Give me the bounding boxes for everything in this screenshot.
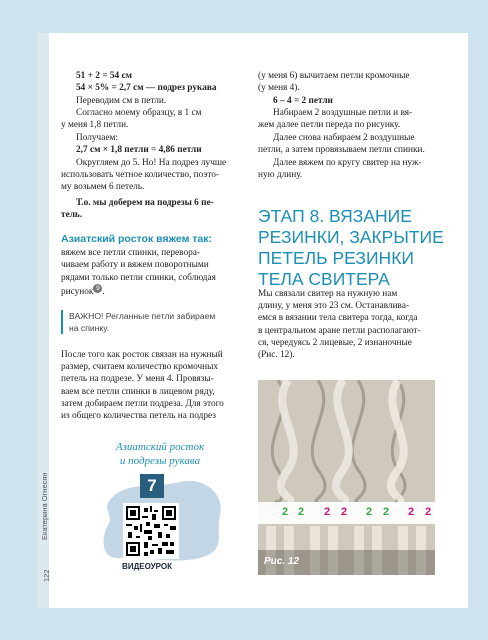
stitch-count: 2 — [341, 506, 348, 518]
stitch-count: 2 — [282, 506, 289, 518]
asian-heading: Азиатский росток вяжем так: — [61, 233, 213, 245]
text-line: размер, считаем количество кромочных — [61, 362, 219, 372]
text-line: Далее вяжем по кругу свитер на нуж- — [273, 158, 422, 168]
text-line: Округляем до 5. Но! На подрез лучше — [76, 158, 227, 168]
stage-heading: ЭТАП 8. ВЯЗАНИЕ РЕЗИНКИ, ЗАКРЫТИЕ ПЕТЕЛЬ РЕЗИНКИ ТЕЛА СВИТЕРА — [258, 206, 444, 289]
text-line: Получаем: — [76, 133, 118, 143]
text-line: вяжем все петли спинки, перевора- — [61, 248, 200, 258]
text-line: ваем все петли спинки в лицевом ряду, — [61, 387, 215, 397]
figure-caption: Рис. 12 — [264, 556, 300, 567]
text-line: После того как росток связан на нужный — [61, 350, 223, 360]
stitch-count: 2 — [324, 506, 331, 518]
important-note — [61, 310, 249, 334]
text-line: чиваем работу и вяжем поворотными — [61, 260, 209, 270]
stitch-count: 2 — [425, 506, 432, 518]
calc-line-2: 54 × 5% = 2,7 см — подрез рукава — [76, 83, 217, 93]
text-line: петли, а затем провязываем петли спинки. — [258, 145, 425, 155]
text-line: у меня 1,8 петли. — [61, 120, 129, 130]
video-number: 7 — [140, 474, 164, 498]
stitch-count: 2 — [298, 506, 305, 518]
text-line: затем добираем петли подреза. Для этого — [61, 399, 224, 409]
text-line: из общего количества петель на подрез — [61, 411, 216, 421]
text-line: (у меня 6) вычитаем петли кромочные — [258, 71, 410, 81]
text-line: Набираем 2 воздушные петли и вя- — [273, 108, 413, 118]
stitch-count: 2 — [366, 506, 373, 518]
text-line: Согласно моему образцу, в 1 см — [76, 108, 202, 118]
note-label: ВАЖНО! — [69, 311, 104, 321]
qr-code-pattern — [126, 506, 176, 556]
page-number: 122 — [42, 569, 51, 582]
text-line: рядами только петли спинки, соблюдая — [61, 273, 216, 283]
video-label: ВИДЕОУРОК — [122, 562, 172, 571]
author-name: Екатерина Огнесян — [40, 472, 49, 540]
text-line: в центральном аране петли располагают- — [258, 326, 421, 336]
knit-texture — [258, 380, 435, 575]
text-line: Далее снова набираем 2 воздушные — [273, 133, 415, 143]
text-line: Переводим см в петли. — [76, 96, 167, 106]
knitting-photo — [258, 380, 435, 575]
text-line: (у меня 4). — [258, 83, 300, 93]
calc-line-3: 2,7 см × 1,8 петли = 4,86 петли — [76, 145, 202, 155]
text-line: му возьмем 6 петель. — [61, 182, 145, 192]
text-line — [61, 284, 105, 298]
stitch-count: 2 — [408, 506, 415, 518]
qr-code[interactable] — [123, 503, 179, 559]
text-end: рисунок — [61, 287, 94, 298]
text-line: емся в вязании тела свитера тогда, когда — [258, 313, 418, 323]
calc-line-1: 51 + 2 = 54 см — [76, 71, 132, 81]
text-line: использовать четное количество, поэто- — [61, 170, 220, 180]
text-line: ную длину. — [258, 170, 303, 180]
stitch-count-banner — [258, 502, 435, 524]
text-line: петель на подрезе. У меня 4. Провязы- — [61, 374, 214, 384]
text-line: Мы связали свитер на нужную нам — [258, 289, 398, 299]
footnote-badge[interactable]: 9 — [93, 284, 102, 293]
stitch-count: 2 — [383, 506, 390, 518]
note-text: Регланные петли забираем — [103, 311, 216, 321]
video-title — [105, 440, 215, 468]
note-text: на спинку. — [69, 323, 110, 333]
text-line: жем далее петли переда по рисунку. — [258, 120, 401, 130]
calc-line: 6 – 4 = 2 петли — [273, 96, 333, 106]
period: . — [102, 287, 105, 298]
summary-line: Т.о. мы доберем на подрезы 6 пе- — [76, 198, 214, 208]
text-line: длину, у меня это 23 см. Останавлива- — [258, 301, 410, 311]
video-title-line: и подрезы рукава — [119, 455, 201, 467]
text-line: (Рис. 12). — [258, 350, 295, 360]
video-title-line: Азиатский росток — [115, 441, 205, 453]
text-line: ся, чередуясь 2 лицевые, 2 изнаночные — [258, 338, 412, 348]
summary-line: тель. — [61, 210, 83, 220]
